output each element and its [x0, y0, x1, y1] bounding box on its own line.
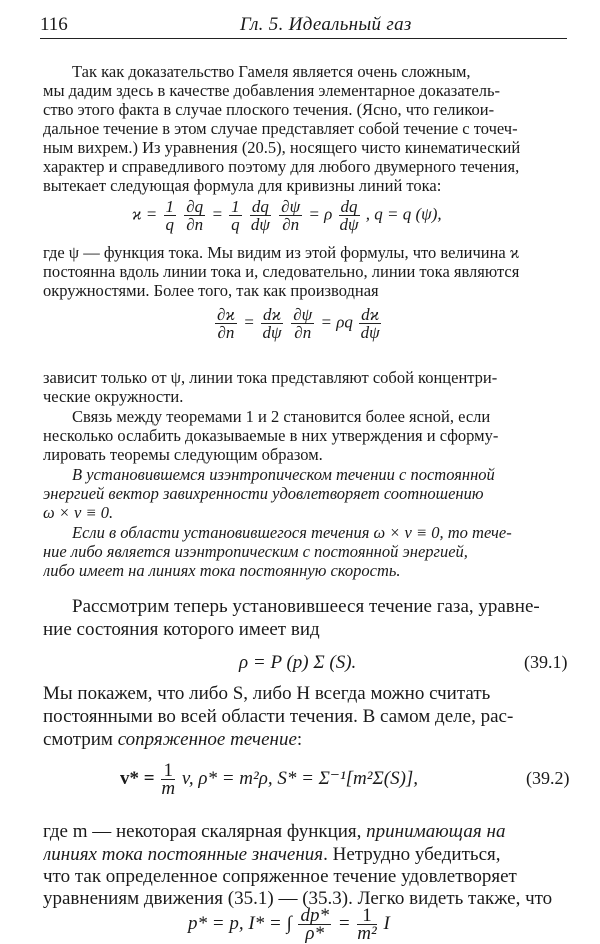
eq-part: v, ρ* = m²ρ, S* = Σ⁻¹[m²Σ(S)], — [181, 767, 419, 789]
conjugate-flow-equation — [120, 762, 418, 797]
text-line: зависит только от ψ, линии тока представляют собой концентри- — [43, 369, 498, 387]
text-line: ным вихрем.) Из уравнения (20.5), носящего чисто кинематический — [43, 139, 521, 157]
fraction: $\frac{dq}{d\psi}$ — [339, 197, 359, 234]
text-line: ство этого факта в случае плоского течения. (Ясно, что геликои- — [43, 101, 495, 119]
derivative-equation — [213, 306, 383, 341]
page-number: 116 — [40, 14, 68, 35]
text-line: вытекает следующая формула для кривизны линий тока: — [43, 177, 442, 195]
theorem-line: либо имеет на линиях тока постоянную скорость. — [43, 562, 401, 580]
fraction: $\frac{1}{m}$ — [161, 760, 176, 799]
equation-number: (39.1) — [524, 652, 568, 672]
text-line: уравнениям движения (35.1) — (35.3). Легко видеть также, что — [43, 888, 553, 909]
text-line: ние состояния которого имеет вид — [43, 619, 320, 640]
eq-part: I — [383, 912, 390, 934]
running-title: Гл. 5. Идеальный газ — [240, 14, 412, 35]
theorem-line: энергией вектор завихренности удовлетворяет соотношению — [43, 485, 484, 503]
pressure-integral-equation — [188, 907, 390, 942]
text-line: где m — некоторая скалярная функция, принимающая на — [43, 821, 506, 842]
text-line: Мы покажем, что либо S, либо H всегда можно считать — [43, 683, 491, 704]
text-line: несколько ослабить доказываемые в них утверждения и сформу- — [43, 427, 499, 445]
fraction: $\frac{1}{q}$ — [231, 197, 240, 234]
eq-part: = — [337, 912, 351, 934]
theorem-line: ω × v ≡ 0. — [43, 504, 114, 522]
eq-part: = — [211, 204, 223, 224]
fraction: $\frac{1}{\text{m²}}$ — [357, 905, 377, 944]
state-equation: ρ = P (p) Σ (S). — [239, 652, 357, 673]
text-line: постоянными во всей области течения. В самом деле, рас- — [43, 706, 514, 727]
fraction: $\frac{dϰ}{d\psi}$ — [262, 305, 282, 342]
fraction: $\frac{\partial\psi}{\partial n}$ — [293, 305, 313, 342]
text-line: линиях тока постоянные значения. Нетрудно убедиться, — [43, 844, 501, 865]
text-line: Рассмотрим теперь установившееся течение газа, уравне- — [72, 596, 540, 617]
fraction: $\frac{\partial q}{\partial n}$ — [186, 197, 204, 234]
eq-part: v* = — [120, 767, 155, 789]
equation-number: (39.2) — [526, 768, 570, 788]
text-line: Связь между теоремами 1 и 2 становится более ясной, если — [72, 408, 491, 426]
eq-part: p* = p, I* = ∫ — [188, 912, 292, 934]
text-line: смотрим сопряженное течение: — [43, 729, 303, 750]
text-line: ческие окружности. — [43, 388, 184, 406]
fraction: $\frac{dq}{d\psi}$ — [250, 197, 270, 234]
text-line: дальное течение в этом случае представляет собой течение с точеч- — [43, 120, 518, 138]
text-line: лировать теоремы следующим образом. — [43, 446, 323, 464]
text-line: постоянна вдоль линии тока и, следовательно, линии тока являются — [43, 263, 520, 281]
eq-part: = ρq — [320, 312, 353, 332]
text-line: что так определенное сопряженное течение удовлетворяет — [43, 866, 517, 887]
text-line: Так как доказательство Гамеля является очень сложным, — [72, 63, 471, 81]
fraction: $\frac{1}{q}$ — [165, 197, 175, 234]
fraction: $\frac{\partial ϰ}{\partial n}$ — [217, 305, 235, 342]
eq-part: = — [243, 312, 255, 332]
theorem-line: Если в области установившегося течения ω × v ≡ 0, то тече- — [72, 524, 512, 542]
text-line: окружностями. Более того, так как производная — [43, 282, 379, 300]
eq-part: = ρ — [308, 204, 333, 224]
fraction: $\frac{dp*}{\rho*}$ — [300, 905, 329, 944]
text-line: где ψ — функция тока. Мы видим из этой формулы, что величина ϰ — [43, 244, 520, 262]
fraction: $\frac{dϰ}{d\psi}$ — [360, 305, 380, 342]
curvature-equation — [132, 198, 442, 233]
eq-part: , q = q (ψ), — [365, 204, 442, 224]
eq-part: ϰ = — [132, 204, 158, 224]
text-line: характер и справедливого поэтому для любого двумерного течения, — [43, 158, 520, 176]
text-line: мы дадим здесь в качестве добавления элементарное доказатель- — [43, 82, 500, 100]
fraction: $\frac{\partial\psi}{\partial n}$ — [281, 197, 301, 234]
theorem-line: ние либо является изэнтропическим с постоянной энергией, — [43, 543, 468, 561]
theorem-line: В установившемся изэнтропическом течении с постоянной — [72, 466, 495, 484]
running-header — [40, 10, 567, 39]
